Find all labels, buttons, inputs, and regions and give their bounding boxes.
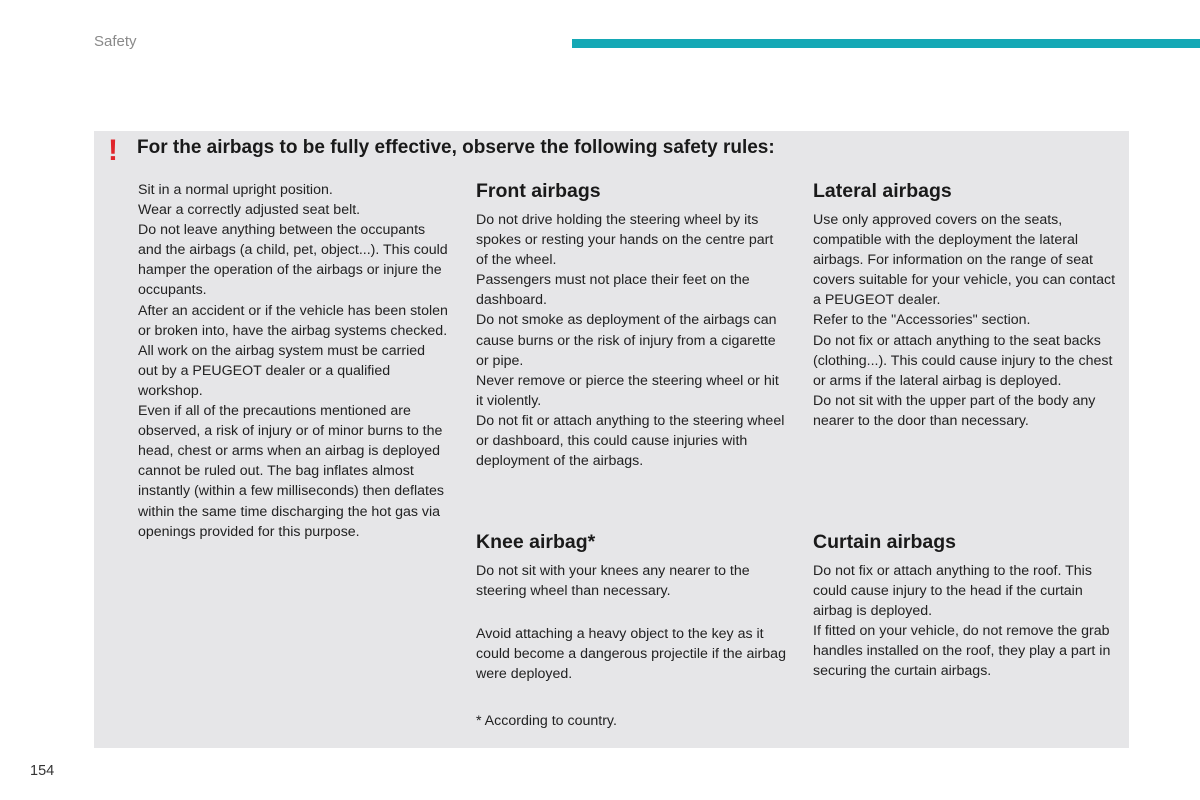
curtain-airbags-section [813, 529, 1123, 682]
knee-airbag-heading: Knee airbag* [476, 531, 596, 553]
lateral-airbags-paragraph: Refer to the "Accessories" section. [813, 312, 1031, 329]
front-airbags-paragraph: Passengers must not place their feet on the dashboard. [476, 272, 750, 309]
front-airbags-paragraph: Do not smoke as deployment of the airbags can cause burns or the risk of injury from a cigarette or pipe. [476, 312, 777, 369]
front-airbags-paragraph: Never remove or pierce the steering wheel or hit it violently. [476, 372, 779, 409]
front-airbags-paragraph: Do not drive holding the steering wheel by its spokes or resting your hands on the centre part of the wheel. [476, 212, 774, 269]
curtain-airbags-paragraph: Do not fix or attach anything to the roof. This could cause injury to the head if the curtain airbag is deployed. [813, 563, 1092, 620]
lateral-airbags-section [813, 178, 1123, 431]
rule-paragraph: All work on the airbag system must be carried out by a PEUGEOT dealer or a qualified workshop. [138, 342, 426, 399]
lateral-airbags-paragraph: Do not sit with the upper part of the body any nearer to the door than necessary. [813, 392, 1096, 429]
footnote: * According to country. [476, 713, 617, 729]
lateral-airbags-paragraph: Do not fix or attach anything to the seat backs (clothing...). This could cause injury to the chest or arms if the lateral airbag is deployed. [813, 332, 1113, 389]
lateral-airbags-heading: Lateral airbags [813, 180, 952, 202]
curtain-airbags-heading: Curtain airbags [813, 531, 957, 553]
general-rules-column [138, 180, 448, 542]
rule-paragraph: Sit in a normal upright position. [138, 182, 333, 198]
rule-paragraph: Do not leave anything between the occupants and the airbags (a child, pet, object...). This could hamper the operation of the airbags or injure the occupants. [138, 222, 448, 299]
warning-exclamation-icon: ! [108, 134, 118, 167]
front-airbags-paragraph: Do not fit or attach anything to the steering wheel or dashboard, this could cause injuries with deployment of the airbags. [476, 412, 785, 470]
rule-paragraph: Wear a correctly adjusted seat belt. [138, 202, 361, 219]
rule-paragraph: Even if all of the precautions mentioned are observed, a risk of injury or of minor burns to the head, chest or arms when an airbag is deployed cannot be ruled out. The bag inflates almost instantly (within a few milliseconds) then deflates within the same time discharging the hot gas via openings provided for this purpose. [138, 403, 444, 540]
knee-airbag-section [476, 529, 786, 684]
knee-airbag-paragraph: Avoid attaching a heavy object to the key as it could become a dangerous projectile if the airbag were deployed. [476, 626, 786, 683]
curtain-airbags-paragraph: If fitted on your vehicle, do not remove the grab handles installed on the roof, they play a part in securing the curtain airbags. [813, 623, 1111, 680]
front-airbags-section [476, 178, 786, 471]
section-label: Safety [94, 33, 137, 50]
knee-airbag-paragraph: Do not sit with your knees any nearer to the steering wheel than necessary. [476, 563, 750, 600]
page-number: 154 [30, 763, 55, 779]
rule-paragraph: After an accident or if the vehicle has been stolen or broken into, have the airbag systems checked. [138, 302, 448, 339]
front-airbags-heading: Front airbags [476, 180, 601, 202]
panel-heading: For the airbags to be fully effective, observe the following safety rules: [137, 137, 775, 158]
header-accent-bar [572, 39, 1200, 48]
lateral-airbags-paragraph: Use only approved covers on the seats, compatible with the deployment the lateral airbags. For information on the range of seat covers suitable for your vehicle, you can contact a PEUGEOT dealer. [813, 212, 1116, 309]
